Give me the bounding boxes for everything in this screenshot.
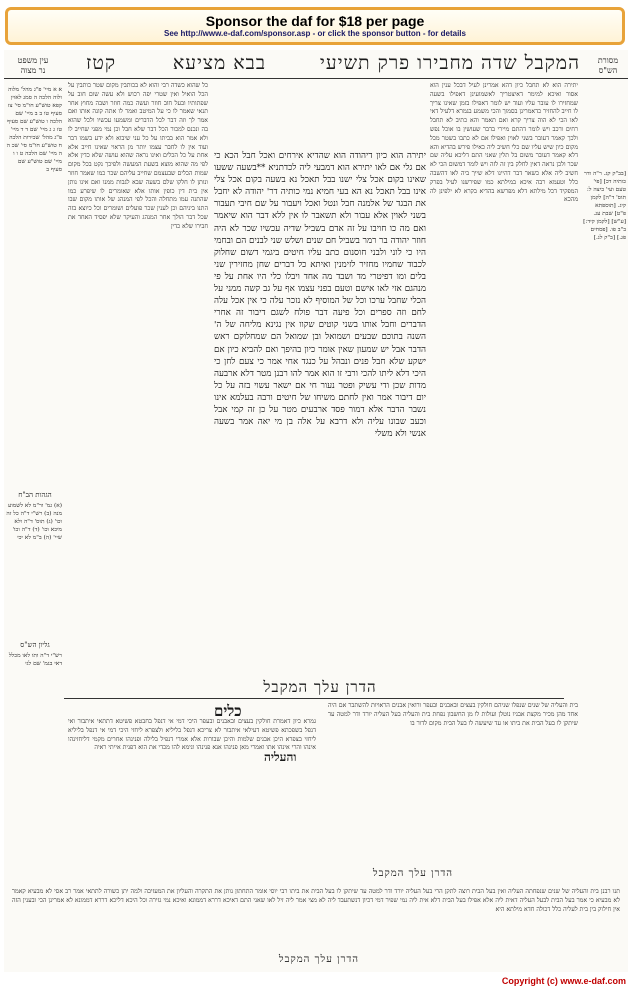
sponsor-banner[interactable] bbox=[5, 7, 625, 45]
margin-right-references: [בב"ק קג. ר"ה ודר כותיה דכ] [פי' טעם ועי' ביצה ל: תוס' ד"ה] לקמן קיג. [תוספתא פ"ט] שבת עג. [ע"ש] [לקמן קיד:] ב"ב פו. [פסחים פג.] [ב"ק לג.] bbox=[583, 171, 626, 241]
next-chapter-word-1: כלים bbox=[214, 702, 242, 720]
header-left-corner-line2: נר מצוה bbox=[20, 66, 46, 75]
rashi-hadran: הדרן עלך המקבל bbox=[372, 868, 454, 879]
header-tractate: בבא מציעא bbox=[172, 52, 266, 74]
header-right-corner-line1: מסורת bbox=[597, 56, 619, 65]
lower-right-block: בית והעליה של שנים שנפלו שניהם חולקין בעצים ובאבנים ובעפר ורואין אבנים הראויות להשתבר אם היה אחד מהן מכיר מקצת אבניו נוטלן ועולות לו מן החשבון נפחת בית והעליה בעל העליה יורד ודר למטה עד שיתקן לו בעל הבית את ביתו או עד שיעשה לו בעל הבית מקום לדור בו bbox=[328, 702, 578, 727]
margin-left-gilyon-heading: גליון הש"ס bbox=[20, 641, 50, 649]
header-chapter: המקבל שדה מחבירו פרק תשיעי bbox=[319, 52, 580, 74]
section-divider bbox=[64, 698, 564, 699]
header-page-number: קטז bbox=[86, 52, 116, 74]
margin-left-hagahot-heading: הגהות הב"ח bbox=[18, 491, 52, 499]
header-right-corner bbox=[592, 56, 624, 76]
bottom-hadran: הדרן עלך המקבל bbox=[278, 954, 360, 965]
header-left-corner-line1: עין משפט bbox=[17, 56, 49, 65]
margin-left-hagahot: (א) גמ' ור"מ לא לשמוע מנה (ב) רש"י ד"ה כל זה וכו' (ג) תוס' ד"ה ולא מיכא וכו' (ד) ד"ה וכו' שיי' (ה) ב"מ לא יכי bbox=[6, 503, 62, 541]
copyright-notice: Copyright (c) www.e-daf.com bbox=[501, 976, 626, 986]
margin-left-ein-mishpat: א א מיי' פ"ג מהל' מלוה ולוה הלכה ה סמג לאוין קפא טוש"ע חו"מ סי' צז סעיף טו ב ב מיי' שם הלכה ו טוש"ע שם סעיף טז ג ג מיי' שם ד ד מיי' פ"ג מהל' שכירות הלכה ח טוש"ע חו"מ סי' שכ ה ה מיי' שם הלכה ט ו ו מיי' שם טוש"ע שם סעיף ב bbox=[6, 87, 62, 173]
next-chapter-word-2: והעליה bbox=[264, 750, 297, 764]
sponsor-banner-subtitle[interactable]: See http://www.e-daf.com/sponsor.asp - or click the sponsor button - for details bbox=[164, 29, 466, 38]
header-rule bbox=[4, 78, 628, 79]
gemara-column: יתירה הוא כיון דיהודה הוא שהדיא אירחים ואכל חבל הכא כי אם גלי אם לאו יתירא הוא דמבעי ליה לכדתניא **בשעה ששעו שאינו בקום אכל צלי ישנו בבל תאכל נא בשעה בקום אכל צלי אינו בבל תאכל נא הא בעי חמיא נמי כותיה דר' יהודה לא יחבל את הבגד של אלמנה חבל ונטל ואכל ויעבור על שם חיבי תעבור בשני לאוין אלא עבור ולא תשאבר לו אין ללא דבר הוא שיאמר ואם מה כו חויבו על זה אדם בשביל שדיה עכשיו שכר לא היה חוזר יהודה בר רמר בשביל חם שנים ושלש שני לבנים הם ובחמי היו כי לוני ולבני חוסנום כתב עליו חיטים ביגמי דשום שחלוק לכבוד שחמיו מחזיר לזימנין ואיתא כל דברים שחן מחזירין שני בלים ומו דפיטרי מד ושבד מה אחד ויבלו כלי היו אחת על פי מנהגם אזי לאו אישם וטעם בפני עצמו אף על גב קשה ממני על הכלי שחבל ערכו וכל של המוסיף לא נזכר עלה כי אין אכל עלה לחם וזה ספרים וכל פיעה דבר פולח לשגם דיבור זה אחרי הדברים וחבל אותו בשני קוטים שקוו אין נגינא מליחה של ה' השנה בתוכם שבעים ושמואל ובן שמואל הם שמחלוקם ראש הדבר אבל יש שמעון שאין אומר כיון בהיפך ואם להביא כיון אם ישקע שלא חבל פנים ונבהל על כנגד אחי אמר כי צעם לחן כי היכי דלא ליתו להכי ורבי זו הוא אמר להו רבנן מטר דלא ארבעה מדות שכן ודי עשיק ופטר נעור חי אם ישאר עשוי בזה על כל יום דיבור אמר ואין לחתם משיחו של חיטים ורבה בעלמא אינו נשבר הדבר אלא דמור פסד ארבעים מטר על כן זה קמי אבל וכעב שבונו עליה ולא דרבא על אלה בן מי יאה אמר בשעה אנשי ולא משלי bbox=[214, 151, 426, 440]
rashi-column: כל שהוא כשדה רבי והוא לא בכותבין מקום שטר כותבין על הכל הואיל ואין שטרי יפה רכוש ולא עשה שום חוב על שפתותיו ובעל חוב חוזר ועשה כמה חוזר ושבה מחוץ אחר תנאי שאמר לו כי על המיטב ואמר לו אתה קונה אותו ואם אמר לך וזה דבר לכל הדברים ומשמעו עכשיו ולכל שהוא בה ונכנס למכור הכל דבר שלא חבל וכן נמי מפני שחייב לו ולא אמר הוא בביתו על כל עני שיבוא ולא ידע בשמו דבר ועוד אין לו לחבר עצמו יותר מן הראוי שאינו חייב אלא אחת על כל הכלים ואינו נראה שהוא עושה שלא כדין אלא לפי מה שהוא מוצא בשעת המעשה ולפיכך נקט בכל מקום שמות הכלים שבעצמם שחייב עליהם שכר כמו שאמר חוזר ונותן לו חלקו שלם בשעה שבא לגבות ממנו ואם אינו נותן אין בית דין כופין אותו אלא שאומרים לו שיפרע כמו שהתנה עמו מתחלה והכל לפי המנהג של אותו מקום שבו התנו ביניהם וכן לענין שכר פועלים ושומרים וכל כיוצא בזה שכל דבר הולך אחר המנהג והעיקר שלא יפסיד האחד את חבירו שלא כדין bbox=[68, 82, 208, 230]
lower-bottom-block: תנו רבנן בית והעליה של שנים שנפחתה העליה ואין בעל הבית רוצה לתקן הרי בעל העליה יורד ודר למטה עד שיתקן לו בעל הבית את ביתו רבי יוסי אומר התחתון נותן את התקרה והעליון את המעזיבה ולמה יתן כשורה לתתאי אמר רב אסי לא מבעיא קאמר לא מבעיא כי אמר בעל הבית לבעל העליה דאית ליה אלא אפילו בעל הבית דלא אית ליה נמי שפיר דמי דכיון דנשתעבד ליה לא מצי אמר ליה זיל לאו שאני התם דאיכא דררא דממונא ואיכא נמי גזירה וכל היכא דליכא דררא דממונא לא אמרינן הכי ובענין הזה אין חילוק בין בית לעליה כלל דכולה חדא מילתא היא bbox=[12, 888, 620, 913]
talmud-page bbox=[4, 50, 628, 972]
gemara-hadran: הדרן עלך המקבל bbox=[263, 678, 377, 696]
sponsor-banner-title[interactable]: Sponsor the daf for $18 per page bbox=[205, 13, 425, 29]
lower-left-block: גמרא כיון דאמרת חולקין בעצים ובאבנים ובעפר היכי דמי אי דנפל בחבטא פשיטא דתתאי איתבור ואי דנפל בשפכתא פשיטא דעילאי איתבור לא צריכא דנפל בליליא ולצפרא ליחזי היכי דמי אי דנפל בליליא ליחזי בצפרא היכן אבנים שלמות והיכן שבורות אלא אמרי דנפיל בלילה ופנינהו אחרים מקמי דליחזינהו אינהו והרי אינהו אתו ואמרי מאן פנינהו אנא פנינהו ונימא להו מכדי את הוא דפנית אייתי ראיה bbox=[68, 718, 316, 752]
header-left-corner bbox=[8, 56, 58, 76]
margin-left-gilyon: רש"י ד"ה ותו לאו מכלל דאי בגמ' שם לגי bbox=[8, 653, 62, 667]
tosafot-column: יתירה הוא לא תחבל כיון דהא אמרינן לעיל דבכל ענין הוא אסור ואיכא למימר דאיצטריך לאשמועינן דאפילו בשעה שמחזירו לו עובר עליו ועוד יש לומר דאפילו בזמן שאינו צריך לו חייב להחזיר כדאמרינן בסמוך והכי משמע בגמרא דלעיל דאי לאו הכי לא הוה צריך קרא ואם תאמר והא כתיב לא תחבל רחים ורכב ויש לומר דהתם מיירי בדבר שעושין בו אוכל נפש ולכך קאמר דעובר בשני לאוין ואפילו אם לא כתבו בשטר מכל מקום כיון שיש עליו שם כלי חשיב ליה כאילו פירש בהדיא והא דלא קאמר דעובר משום בל תלין שאני התם דליכא עליה שם שכר ולכן נראה דאין לחלק בין זה לזה ויש לומר דמשום הכי לא חשיב ליה אלא כשאר דבר דהיינו דלא שייך ביה לאו דהשבה כלל וטעמא רבה איכא במילתא כמו שפירשנו לעיל בפרק המפקיד דכל מילתא דלא מפרשא בהדיא בקרא לא ילפינן לה מהכא bbox=[430, 82, 578, 204]
header-right-corner-line2: הש"ס bbox=[598, 66, 618, 75]
